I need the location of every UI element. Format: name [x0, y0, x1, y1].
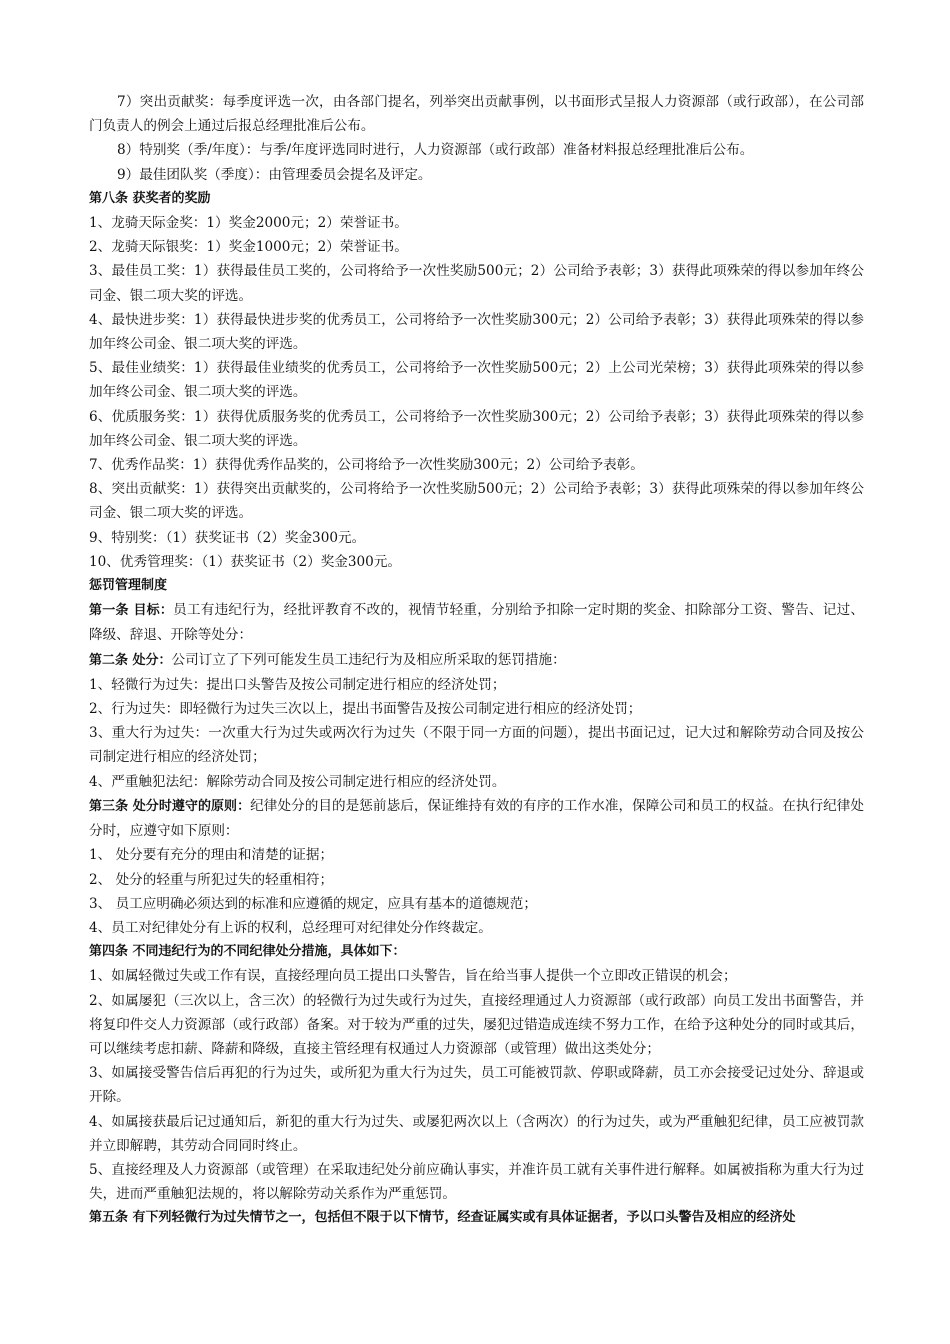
paragraph: 4、严重触犯法纪：解除劳动合同及按公司制定进行相应的经济处罚。 [89, 773, 506, 790]
article-paragraph [89, 794, 864, 843]
article-text: 员工有违纪行为，经批评教育不改的，视情节轻重，分别给予扣除一定时期的奖金、扣除部分工资、警告、记过、降级、辞退、开除等处分： [89, 602, 864, 644]
paragraph: 6、优质服务奖：1）获得优质服务奖的优秀员工，公司将给予一次性奖励300元；2）公司给予表彰；3）获得此项殊荣的得以参加年终公司金、银二项大奖的评选。 [89, 408, 864, 449]
article-paragraph [89, 648, 864, 673]
paragraph: 1、 处分要有充分的理由和清楚的证据； [89, 847, 334, 864]
paragraph: 3、最佳员工奖：1）获得最佳员工奖的，公司将给予一次性奖励500元；2）公司给予表彰；3）获得此项殊荣的得以参加年终公司金、银二项大奖的评选。 [89, 263, 864, 304]
paragraph: 4、如属接获最后记过通知后，新犯的重大行为过失、或屡犯两次以上（含两次）的行为过失，或为严重触犯纪律，员工应被罚款并立即解聘，其劳动合同同时终止。 [89, 1113, 864, 1154]
paragraph: 10、优秀管理奖：（1）获奖证书（2）奖金300元。 [89, 553, 402, 570]
article-lead: 第三条 处分时遵守的原则： [89, 798, 251, 814]
paragraph: 2、行为过失：即轻微行为过失三次以上，提出书面警告及按公司制定进行相应的经济处罚； [89, 701, 642, 718]
section-heading: 第四条 不同违纪行为的不同纪律处分措施，具体如下： [89, 944, 406, 960]
article-text: 公司订立了下列可能发生员工违纪行为及相应所采取的惩罚措施： [171, 651, 566, 668]
article-text: 纪律处分的目的是惩前毖后，保证维持有效的有序的工作水准，保障公司和员工的权益。在执行纪律处分时，应遵守如下原则： [89, 797, 864, 840]
section-heading: 惩罚管理制度 [89, 578, 168, 594]
article-lead: 第二条 处分： [89, 652, 172, 668]
paragraph: 4、员工对纪律处分有上诉的权利，总经理可对纪律处分作终裁定。 [89, 919, 492, 936]
article-lead: 第一条 目标： [89, 603, 174, 619]
paragraph: 1、龙骑天际金奖：1）奖金2000元；2）荣誉证书。 [89, 215, 408, 232]
paragraph: 5、最佳业绩奖：1）获得最佳业绩奖的优秀员工，公司将给予一次性奖励500元；2）上公司光荣榜；3）获得此项殊荣的得以参加年终公司金、银二项大奖的评选。 [89, 360, 864, 401]
paragraph: 3、 员工应明确必须达到的标准和应遵循的规定，应具有基本的道德规范； [89, 895, 537, 912]
section-heading: 第八条 获奖者的奖励 [89, 190, 211, 206]
section-heading: 第五条 有下列轻微行为过失情节之一，包括但不限于以下情节，经查证属实或有具体证据者，予以口头警告及相应的经济处 [89, 1210, 796, 1226]
paragraph: 3、重大行为过失：一次重大行为过失或两次行为过失（不限于同一方面的问题），提出书面记过，记大过和解除劳动合同及按公司制定进行相应的经济处罚； [89, 725, 864, 766]
paragraph: 2、如属屡犯（三次以上，含三次）的轻微行为过失或行为过失，直接经理通过人力资源部（或行政部）向员工发出书面警告，并将复印件交人力资源部（或行政部）备案。对于较为严重的过失，屡犯过错造成连续不努力工作，在给予这种处分的同时或其后，可以继续考虑扣薪、降薪和降级，直接主管经理有权通过人力资源部（或管理）做出这类处分； [89, 992, 864, 1057]
paragraph: 7、优秀作品奖：1）获得优秀作品奖的，公司将给予一次性奖励300元；2）公司给予表彰。 [89, 457, 644, 474]
paragraph: 8）特别奖（季/年度）：与季/年度评选同时进行，人力资源部（或行政部）准备材料报总经理批准后公布。 [117, 142, 754, 159]
paragraph: 1、轻微行为过失：提出口头警告及按公司制定进行相应的经济处罚； [89, 676, 506, 693]
paragraph: 7）突出贡献奖：每季度评选一次，由各部门提名，列举突出贡献事例，以书面形式呈报人力资源部（或行政部），在公司部门负责人的例会上通过后报总经理批准后公布。 [89, 94, 864, 135]
article-paragraph [89, 598, 864, 647]
paragraph: 5、直接经理及人力资源部（或管理）在采取违纪处分前应确认事实，并准许员工就有关事件进行解释。如属被指称为重大行为过失，进而严重触犯法规的，将以解除劳动关系作为严重惩罚。 [89, 1161, 864, 1203]
document-body [89, 90, 864, 1231]
paragraph: 2、龙骑天际银奖：1）奖金1000元；2）荣誉证书。 [89, 239, 408, 256]
paragraph: 9、特别奖：（1）获奖证书（2）奖金300元。 [89, 529, 366, 546]
paragraph: 1、如属轻微过失或工作有误，直接经理向员工提出口头警告，旨在给当事人提供一个立即改正错误的机会； [89, 968, 737, 985]
paragraph: 4、最快进步奖：1）获得最快进步奖的优秀员工，公司将给予一次性奖励300元；2）公司给予表彰；3）获得此项殊荣的得以参加年终公司金、银二项大奖的评选。 [89, 311, 864, 353]
paragraph: 8、突出贡献奖：1）获得突出贡献奖的，公司将给予一次性奖励500元；2）公司给予表彰；3）获得此项殊荣的得以参加年终公司金、银二项大奖的评选。 [89, 481, 864, 522]
paragraph: 9）最佳团队奖（季度）：由管理委员会提名及评定。 [117, 166, 432, 183]
paragraph: 3、如属接受警告信后再犯的行为过失，或所犯为重大行为过失，员工可能被罚款、停职或降薪，员工亦会接受记过处分、辞退或开除。 [89, 1065, 864, 1106]
paragraph: 2、 处分的轻重与所犯过失的轻重相符； [89, 871, 334, 888]
